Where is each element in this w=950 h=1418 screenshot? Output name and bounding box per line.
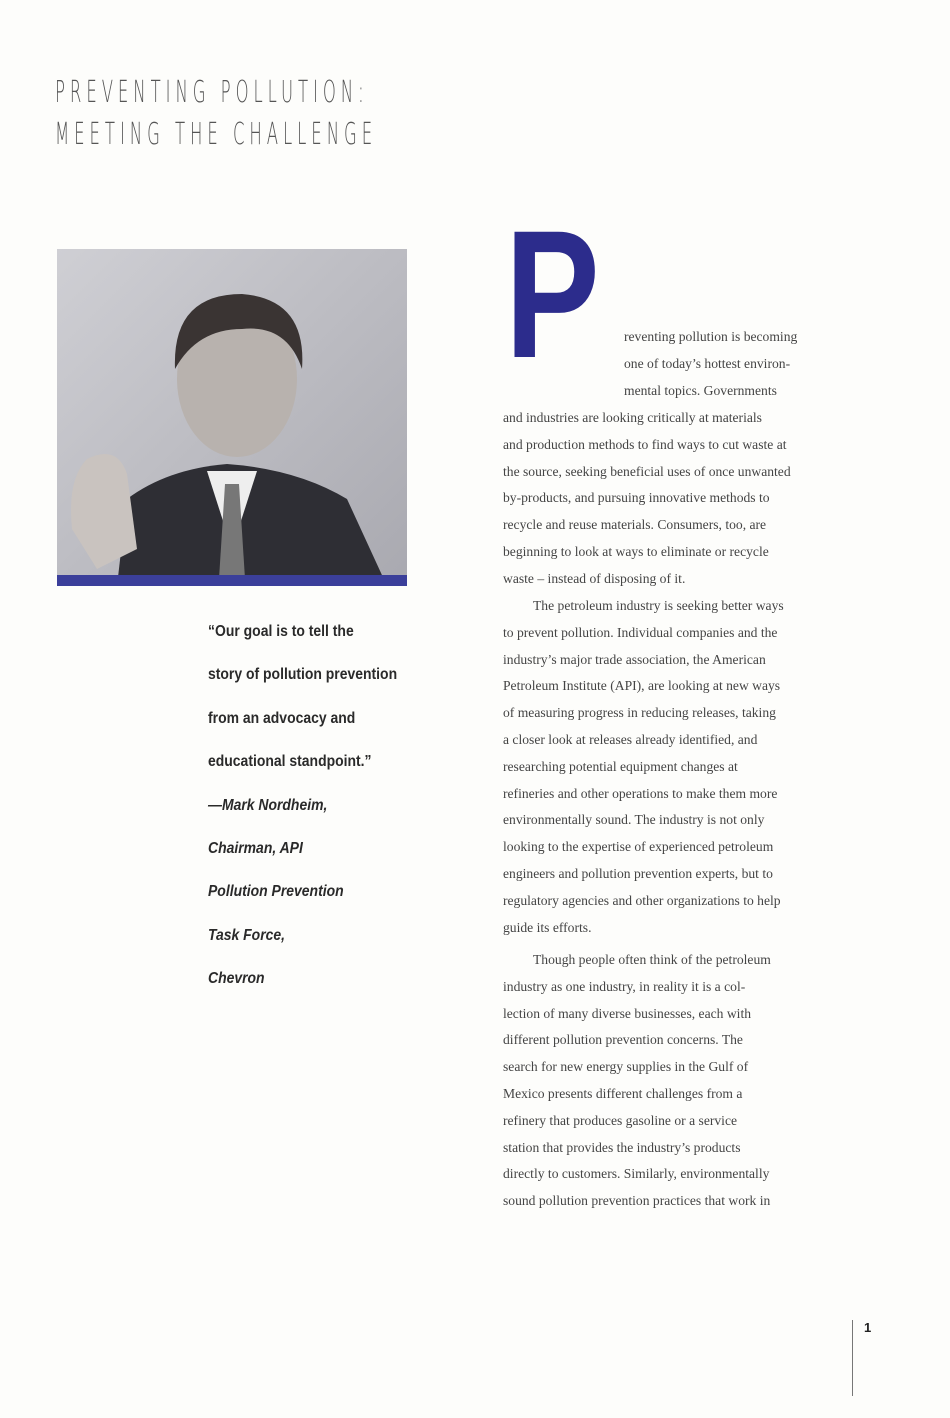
text-line: one of today’s hottest environ- <box>624 355 791 371</box>
page-number-rule <box>852 1320 853 1396</box>
attribution-line: —Mark Nordheim, <box>208 796 328 814</box>
text-line: Petroleum Institute (API), are looking at new ways <box>503 678 781 694</box>
paragraph-3 <box>503 947 771 1215</box>
text-line: The petroleum industry is seeking better ways <box>533 598 784 613</box>
text-line: engineers and pollution prevention experts, but to <box>503 865 773 881</box>
text-line: the source, seeking beneficial uses of once unwanted <box>503 463 791 479</box>
text-line: Though people often think of the petroleum <box>533 952 771 967</box>
text-line: sound pollution prevention practices that work in <box>503 1193 771 1209</box>
text-line: reventing pollution is becoming <box>624 329 798 344</box>
text-line: by-products, and pursuing innovative methods to <box>503 490 770 506</box>
text-line: guide its efforts. <box>503 919 592 935</box>
text-line: refineries and other operations to make them more <box>503 785 778 801</box>
text-line: to prevent pollution. Individual companies and the <box>503 624 778 640</box>
text-line: industry as one industry, in reality it is a col- <box>503 978 746 994</box>
page-title <box>55 72 377 156</box>
text-line: different pollution prevention concerns. The <box>503 1032 743 1048</box>
intro-text <box>624 324 797 404</box>
text-line: of measuring progress in reducing releases, taking <box>503 705 776 721</box>
text-line: recycle and reuse materials. Consumers, too, are <box>503 517 767 533</box>
quote-line: educational standpoint.” <box>208 753 372 771</box>
text-line: a closer look at releases already identified, and <box>503 731 758 747</box>
title-line: PREVENTING POLLUTION: <box>55 75 369 110</box>
drop-cap: P <box>505 192 600 396</box>
text-line: waste – instead of disposing of it. <box>503 570 686 586</box>
text-line: and industries are looking critically at materials <box>503 410 762 425</box>
text-line: Mexico presents different challenges from a <box>503 1085 743 1101</box>
text-line: station that provides the industry’s products <box>503 1139 741 1155</box>
attribution-line: Chevron <box>208 970 265 988</box>
text-line: regulatory agencies and other organizations to help <box>503 892 781 908</box>
text-line: looking to the expertise of experienced petroleum <box>503 839 774 855</box>
attribution-line: Chairman, API <box>208 840 303 858</box>
page-number: 1 <box>864 1320 872 1335</box>
quote-line: from an advocacy and <box>208 709 356 727</box>
quote-line: story of pollution prevention <box>208 666 398 684</box>
text-line: and production methods to find ways to cut waste at <box>503 436 787 452</box>
text-line: lection of many diverse businesses, each with <box>503 1005 752 1021</box>
quote-line: “Our goal is to tell the <box>208 623 354 640</box>
portrait-photo <box>57 249 407 586</box>
paragraph-2 <box>503 593 784 941</box>
text-line: refinery that produces gasoline or a service <box>503 1112 738 1128</box>
text-line: search for new energy supplies in the Gulf of <box>503 1059 749 1075</box>
text-line: directly to customers. Similarly, environmentally <box>503 1166 770 1182</box>
attribution-line: Pollution Prevention <box>208 883 344 901</box>
text-line: beginning to look at ways to eliminate or recycle <box>503 543 769 559</box>
attribution-line: Task Force, <box>208 926 286 944</box>
pull-quote <box>208 610 397 1001</box>
title-line: MEETING THE CHALLENGE <box>55 117 378 152</box>
text-line: researching potential equipment changes at <box>503 758 738 774</box>
text-line: environmentally sound. The industry is not only <box>503 812 765 828</box>
text-line: mental topics. Governments <box>624 382 777 398</box>
paragraph-1 <box>503 405 791 593</box>
text-line: industry’s major trade association, the American <box>503 651 766 667</box>
photo-accent-bar <box>57 575 407 586</box>
